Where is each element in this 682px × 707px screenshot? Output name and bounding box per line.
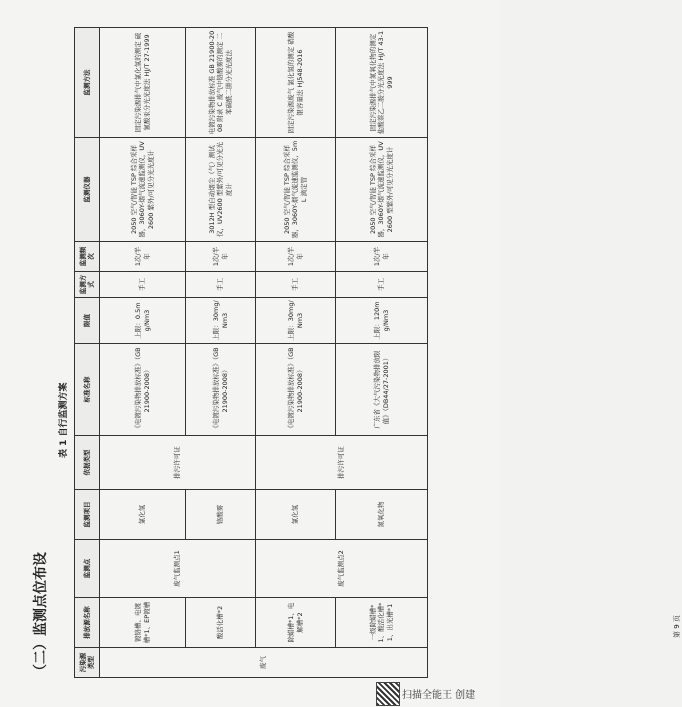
header-point: 监测点 bbox=[75, 540, 100, 598]
header-method: 监测方法 bbox=[75, 28, 100, 138]
cell-frequency: 1次/半年 bbox=[336, 242, 428, 272]
cell-mode: 手工 bbox=[336, 272, 428, 298]
rotated-content bbox=[30, 28, 681, 678]
cell-limit: 上限：120mg/Nm3 bbox=[336, 298, 428, 344]
cell-method: 固定污染源排气中氮氧化物的测定 盐酸萘乙二胺分光光度法 HJ/T 43-1999 bbox=[336, 28, 428, 138]
table-header-row bbox=[75, 28, 100, 678]
cell-limit: 上限：30mg/Nm3 bbox=[186, 298, 256, 344]
header-source-type: 污染源类型 bbox=[75, 648, 100, 678]
cell-source-name: 镀铬槽、电镀槽*1、EP镀槽 bbox=[100, 598, 186, 648]
cell-mode: 手工 bbox=[100, 272, 186, 298]
cell-mode: 手工 bbox=[256, 272, 336, 298]
cell-instrument: 2050 空气/智能 TSP 综合采样器，3060Y-烟气流速监测仪，UV2600 型紫外/可见分光光度计 bbox=[336, 138, 428, 242]
cell-standard: 《电镀污染物排放标准》（GB 21900-2008） bbox=[100, 344, 186, 436]
cell-standard: 《电镀污染物排放标准》（GB 21900-2008） bbox=[256, 344, 336, 436]
cell-item: 氯化氢 bbox=[256, 490, 336, 540]
cell-standard: 广东省《大气污染物排放限值》（DB44/27-2001） bbox=[336, 344, 428, 436]
cell-mode: 手工 bbox=[186, 272, 256, 298]
cell-method: 电镀污染物排放标准 GB 21900-2008 附录 C 废气中铬酸雾的测定 二苯碳酰二肼分光光度法 bbox=[186, 28, 256, 138]
cell-instrument: 2050 空气/智能 TSP 综合采样器，3060Y-烟气流速监测仪，UV2600 紫外/可见分光光度计 bbox=[100, 138, 186, 242]
cell-method: 固定污染源排气中氯化氢的测定 硫氰酸汞分光光度法 HJ/T 27-1999 bbox=[100, 28, 186, 138]
cell-basis: 排污许可证 bbox=[256, 436, 428, 490]
table-title: 表 1 自行监测方案 bbox=[59, 382, 69, 458]
cell-frequency: 1次/半年 bbox=[256, 242, 336, 272]
cell-point: 废气监测点1 bbox=[100, 540, 256, 598]
table-row bbox=[100, 28, 186, 678]
section-title: （二）监测点位布设 bbox=[33, 552, 49, 678]
cell-method: 固定污染源废气 氯化氢的测定 硝酸银容量法 HJ548-2016 bbox=[256, 28, 336, 138]
header-standard: 标准名称 bbox=[75, 344, 100, 436]
cell-limit: 上限：30mg/Nm3 bbox=[256, 298, 336, 344]
header-limit: 限值 bbox=[75, 298, 100, 344]
cell-source-type: 废气 bbox=[100, 648, 428, 678]
header-source-name: 排放源名称 bbox=[75, 598, 100, 648]
cell-source-name: 酸活化槽*2 bbox=[186, 598, 256, 648]
cell-standard: 《电镀污染物排放标准》（GB 21900-2008） bbox=[186, 344, 256, 436]
qr-code-icon bbox=[376, 682, 400, 706]
page-number: 第 9 页 bbox=[673, 615, 681, 638]
cell-item: 铬酸雾 bbox=[186, 490, 256, 540]
cell-limit: 上限：0.5mg/Nm3 bbox=[100, 298, 186, 344]
header-item: 监测项目 bbox=[75, 490, 100, 540]
cell-item: 氮氧化物 bbox=[336, 490, 428, 540]
cell-frequency: 1次/半年 bbox=[100, 242, 186, 272]
header-mode: 监测方式 bbox=[75, 272, 100, 298]
cell-point: 废气监测点2 bbox=[256, 540, 428, 598]
cell-basis: 排污许可证 bbox=[100, 436, 256, 490]
cell-frequency: 1次/半年 bbox=[186, 242, 256, 272]
table-row bbox=[256, 28, 336, 678]
scanner-watermark: 扫描全能王 创建 bbox=[402, 690, 476, 701]
cell-source-name: 一级除蜡槽*1、酸活化槽*1、出光槽*1 bbox=[336, 598, 428, 648]
header-instrument: 监测仪器 bbox=[75, 138, 100, 242]
monitoring-plan-table bbox=[74, 27, 428, 678]
cell-instrument: 3012H 型自动烟尘（气）测试仪，UV2600 型紫外/可见分光光度计 bbox=[186, 138, 256, 242]
header-basis: 依据类型 bbox=[75, 436, 100, 490]
cell-item: 氯化氢 bbox=[100, 490, 186, 540]
cell-source-name: 除蜡槽*1、电解槽*2 bbox=[256, 598, 336, 648]
cell-instrument: 2050 空气/智能 TSP 综合采样器，3060Y-烟气流速监测仪，5mL 滴定管 bbox=[256, 138, 336, 242]
header-frequency: 监测频次 bbox=[75, 242, 100, 272]
